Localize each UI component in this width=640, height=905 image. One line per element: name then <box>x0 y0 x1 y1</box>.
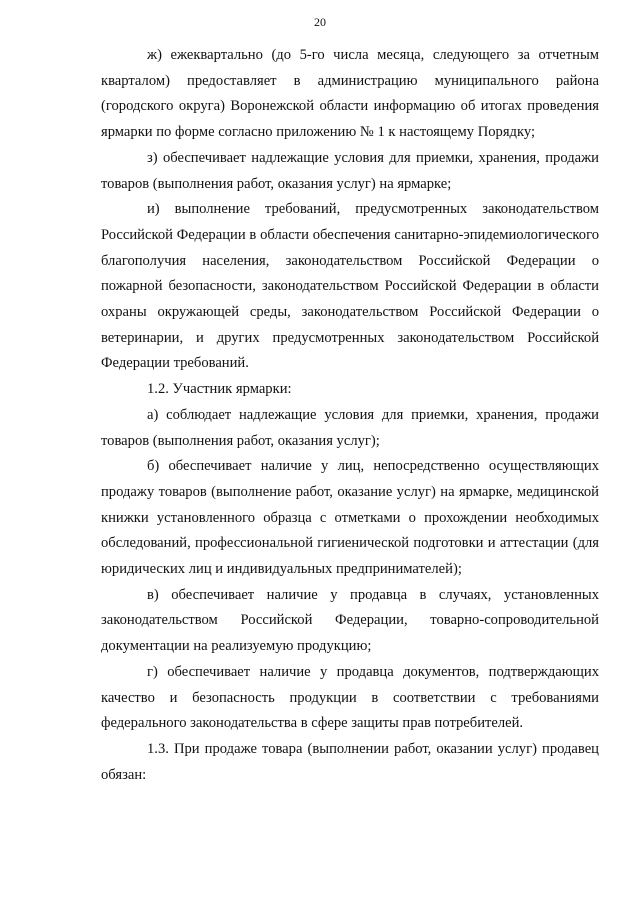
paragraph-g-quality-documents: г) обеспечивает наличие у продавца документов, подтверждающих качество и безопасность продукции в соответствии с требованиями федерального законодательства в сфере защиты прав потребителей. <box>101 663 599 732</box>
paragraph-z-storage-conditions: з) обеспечивает надлежащие условия для приемки, хранения, продажи товаров (выполнения работ, оказания услуг) на ярмарке; <box>101 149 599 192</box>
paragraph-zh-quarterly-report: ж) ежеквартально (до 5-го числа месяца, следующего за отчетным кварталом) предоставляет в администрацию муниципального района (городского округа) Воронежской области информацию об итогах проведения ярмарки по форме согласно приложению № 1 к настоящему Порядку; <box>101 47 599 141</box>
page-number: 20 <box>314 15 326 29</box>
paragraph-b-medical-books: б) обеспечивает наличие у лиц, непосредственно осуществляющих продажу товаров (выполнение работ, оказание услуг) на ярмарке, медицинской книжки установленного образца с отметками о прохождении необходимых обследований, профессиональной гигиенической подготовки и аттестации (для юридических лиц и индивидуальных предпринимателей); <box>101 458 599 578</box>
document-body <box>101 43 599 788</box>
paragraph-v-documentation: в) обеспечивает наличие у продавца в случаях, установленных законодательством Российской Федерации, товарно-сопроводительной документации на реализуемую продукцию; <box>101 586 599 655</box>
paragraph-a-conditions: а) соблюдает надлежащие условия для приемки, хранения, продажи товаров (выполнения работ, оказания услуг); <box>101 406 599 449</box>
section-heading-1-2: 1.2. Участник ярмарки: <box>147 381 292 398</box>
paragraph-i-legal-requirements: и) выполнение требований, предусмотренных законодательством Российской Федерации в области обеспечения санитарно-эпидемиологического благополучия населения, законодательством Российской Федерации о пожарной безопасности, законодательством Российской Федерации в области охраны окружающей среды, законодательством Российской Федерации о ветеринарии, и других предусмотренных законодательством Российской Федерации требований. <box>101 201 599 372</box>
section-heading-1-3: 1.3. При продаже товара (выполнении работ, оказании услуг) продавец обязан: <box>101 740 599 783</box>
